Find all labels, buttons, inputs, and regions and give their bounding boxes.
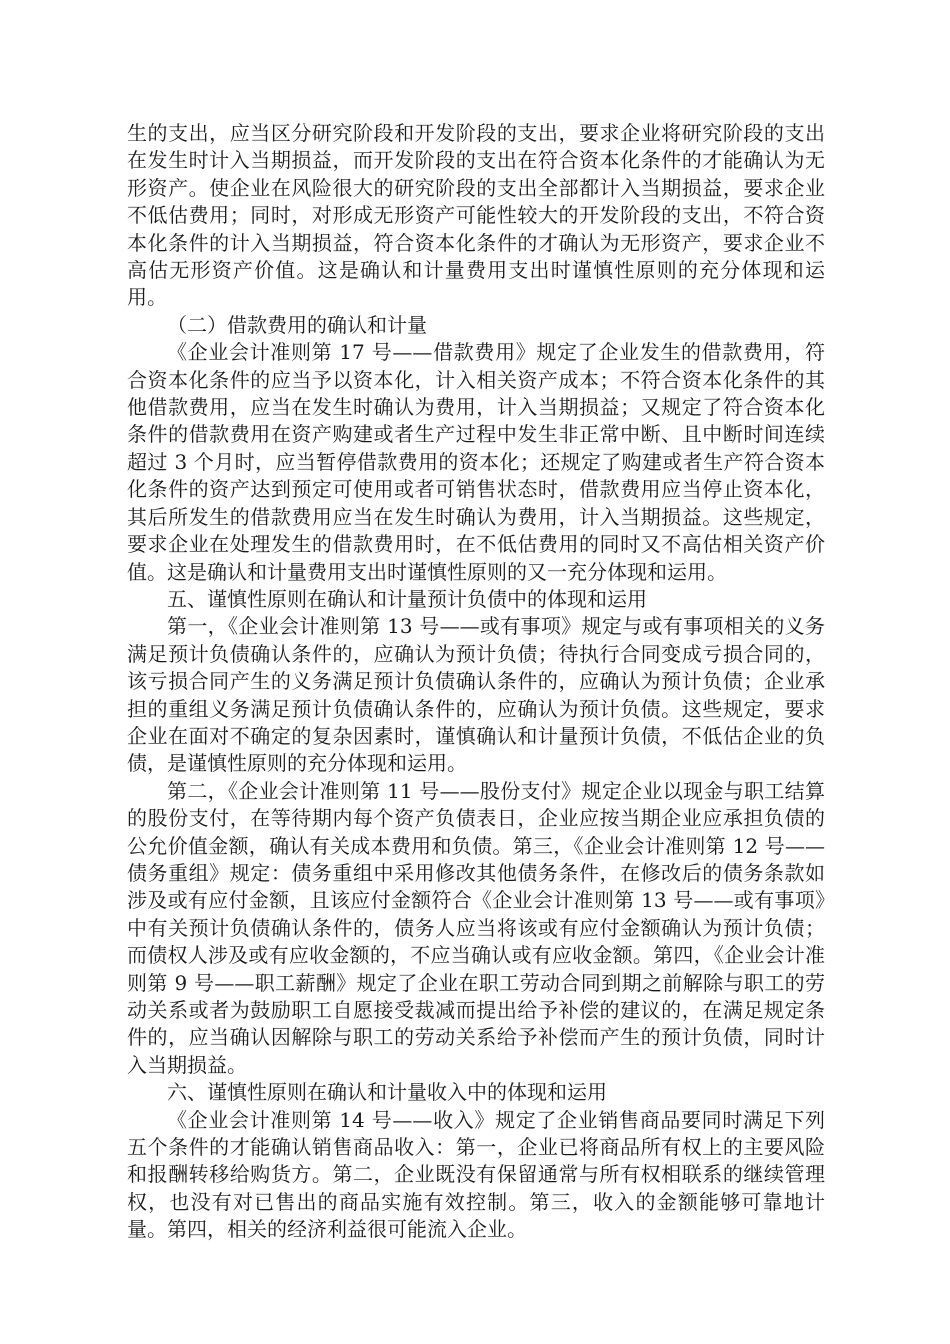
heading-section-five: 五、谨慎性原则在确认和计量预计负债中的体现和运用	[167, 586, 647, 611]
paragraph-contingencies: 第一，《企业会计准则第 13 号——或有事项》规定与或有事项相关的义务满足预计负债确认条件的，应确认为预计负债；待执行合同变成亏损合同的，该亏损合同产生的义务满足预计负债确认条件的，应确认为预计负债；企业承担的重组义务满足预计负债确认条件的，应确认为预计负债。这些规定，要求企业在面对不确定的复杂因素时，谨慎确认和计量预计负债，不低估企业的负债，是谨慎性原则的充分体现和运用。	[127, 614, 825, 776]
heading-borrowing-costs: （二）借款费用的确认和计量	[167, 312, 427, 337]
paragraph-intangible-assets-continued: 生的支出，应当区分研究阶段和开发阶段的支出，要求企业将研究阶段的支出在发生时计入当期损益，而开发阶段的支出在符合资本化条件的才能确认为无形资产。使企业在风险很大的研究阶段的支出全部都计入当期损益，要求企业不低估费用；同时，对形成无形资产可能性较大的开发阶段的支出，不符合资本化条件的计入当期损益，符合资本化条件的才确认为无形资产，要求企业不高估无形资产价值。这是确认和计量费用支出时谨慎性原则的充分体现和运用。	[127, 121, 825, 310]
paragraph-borrowing-costs: 《企业会计准则第 17 号——借款费用》规定了企业发生的借款费用，符合资本化条件的应当予以资本化，计入相关资产成本；不符合资本化条件的其他借款费用，应当在发生时确认为费用，计入当期损益；又规定了符合资本化条件的借款费用在资产购建或者生产过程中发生非正常中断、且中断时间连续超过 3 个月时，应当暂停借款费用的资本化；还规定了购建或者生产符合资本化条件的资产达到预定可使用或者可销售状态时，借款费用应当停止资本化，其后所发生的借款费用应当在发生时确认为费用，计入当期损益。这些规定，要求企业在处理发生的借款费用时，在不低估费用的同时又不高估相关资产价值。这是确认和计量费用支出时谨慎性原则的又一充分体现和运用。	[127, 340, 825, 584]
paragraph-share-payment: 第二，《企业会计准则第 11 号——股份支付》规定企业以现金与职工结算的股份支付，在等待期内每个资产负债表日，企业应按当期企业应承担负债的公允价值金额，确认有关成本费用和负债。第三，《企业会计准则第 12 号——债务重组》规定：债务重组中采用修改其他债务条件，在修改后的债务条款如涉及或有应付金额，且该应付金额符合《企业会计准则第 13 号——或有事项》中有关预计负债确认条件的，债务人应当将该或有应付金额确认为预计负债；而债权人涉及或有应收金额的，不应当确认或有应收金额。第四，《企业会计准则第 9 号——职工薪酬》规定了企业在职工劳动合同到期之前解除与职工的劳动关系或者为鼓励职工自愿接受裁减而提出给予补偿的建议的，在满足规定条件的，应当确认因解除与职工的劳动关系给予补偿而产生的预计负债，同时计入当期损益。	[127, 778, 825, 1077]
heading-section-six: 六、谨慎性原则在确认和计量收入中的体现和运用	[167, 1080, 607, 1105]
document-page	[127, 120, 825, 1244]
paragraph-revenue: 《企业会计准则第 14 号——收入》规定了企业销售商品要同时满足下列五个条件的才能确认销售商品收入：第一，企业已将商品所有权上的主要风险和报酬转移给购货方。第二，企业既没有保留通常与所有权相联系的继续管理权，也没有对已售出的商品实施有效控制。第三，收入的金额能够可靠地计量。第四，相关的经济利益很可能流入企业。	[127, 1107, 825, 1242]
